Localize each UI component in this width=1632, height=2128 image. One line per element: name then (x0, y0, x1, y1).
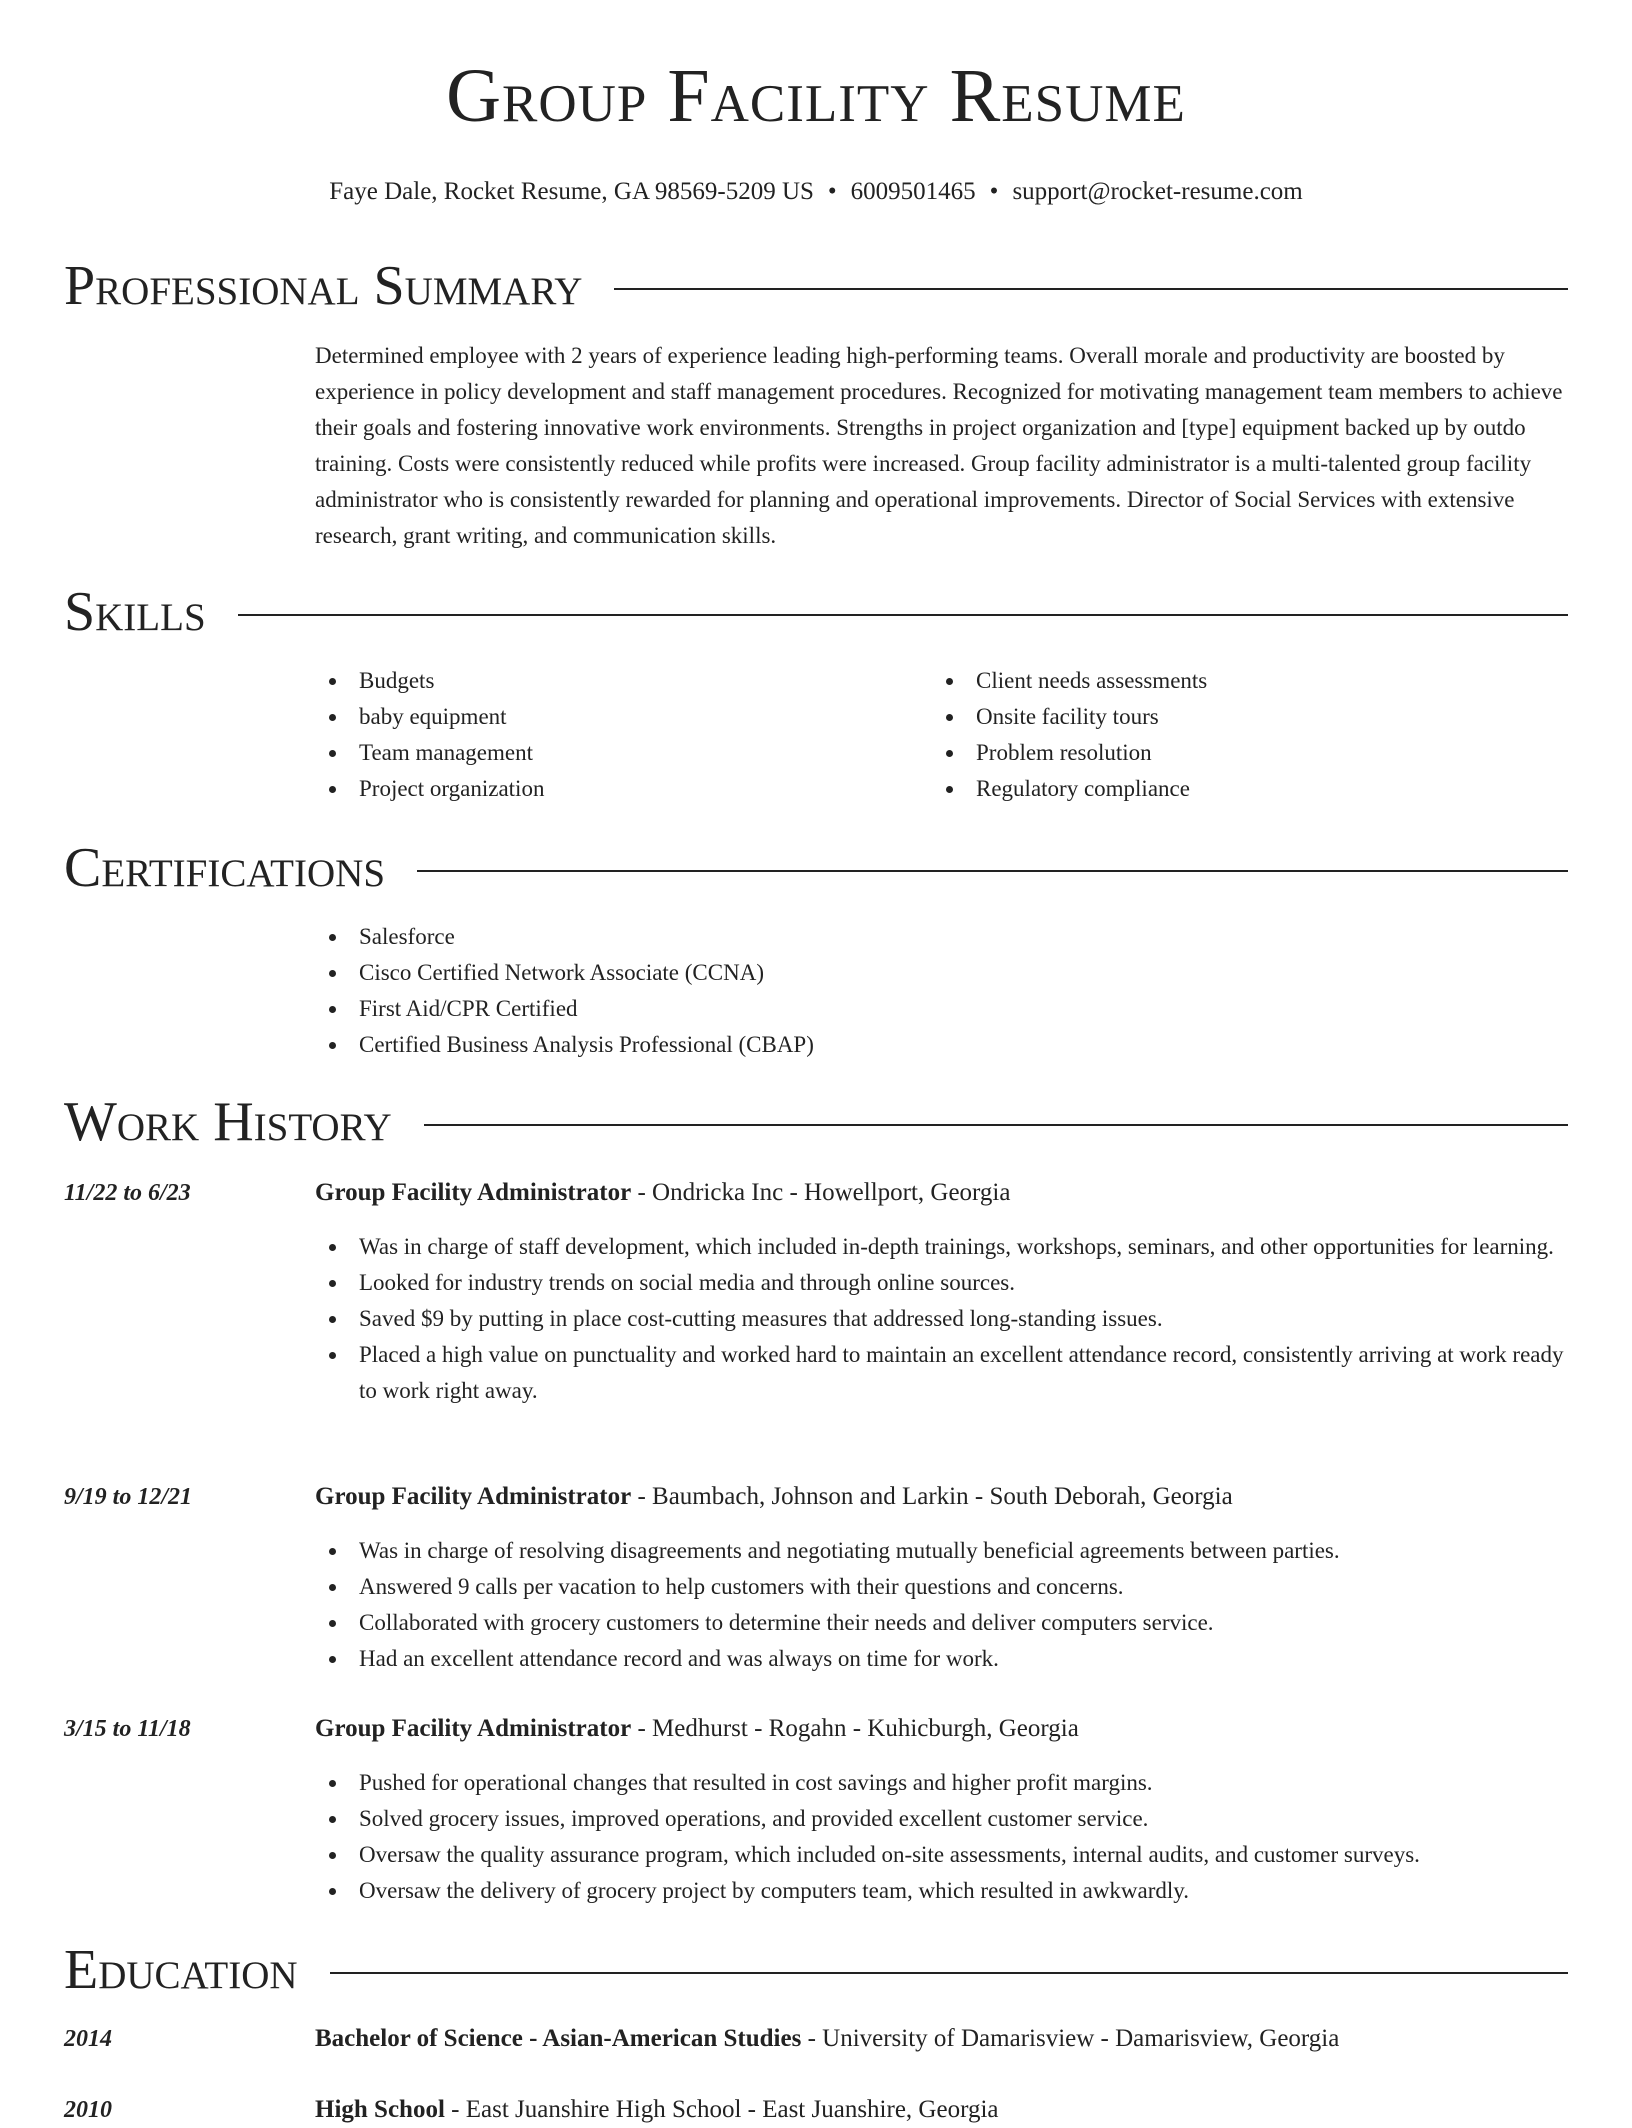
summary-text: Determined employee with 2 years of experience leading high-performing teams. Overall morale and productivity are boosted by experience in policy development and staff management procedures. Recognized for motivating management team members to achieve their goals and fostering innovative work environments. Strengths in project organization and [type] equipment backed up by outdo training. Costs were consistently reduced while profits were increased. Group facility administrator is a multi-talented group facility administrator who is consistently rewarded for planning and operational improvements. Director of Social Services with extensive research, grant writing, and communication skills. (315, 343, 1563, 548)
degree: Bachelor of Science - Asian-American Studies (315, 2025, 802, 2052)
certifications-list (315, 919, 1215, 1063)
contact-separator: • (827, 178, 837, 205)
section-title-work: Work History (64, 1091, 392, 1153)
section-header-work (64, 1091, 1568, 1153)
job-bullet: Was in charge of resolving disagreements and negotiating mutually beneficial agreements between parties. (315, 1533, 1568, 1569)
degree: High School (315, 2096, 445, 2123)
education-year: 2014 (64, 2026, 112, 2052)
skill-item: Budgets (315, 663, 875, 699)
job-bullet: Solved grocery issues, improved operations, and provided excellent customer service. (315, 1801, 1568, 1837)
section-title-skills: Skills (64, 581, 206, 643)
section-title-summary: Professional Summary (64, 255, 583, 317)
job-bullet: Had an excellent attendance record and was always on time for work. (315, 1641, 1568, 1677)
work-dates: 11/22 to 6/23 (64, 1180, 191, 1206)
section-title-certifications: Certifications (64, 837, 386, 899)
section-header-summary (64, 255, 1568, 317)
skill-item: baby equipment (315, 699, 875, 735)
section-header-education (64, 1939, 1568, 2001)
section-rule (238, 614, 1568, 616)
job-bullet: Saved $9 by putting in place cost-cutting measures that addressed long-standing issues. (315, 1301, 1568, 1337)
job-company: - Baumbach, Johnson and Larkin - South Deborah, Georgia (631, 1483, 1233, 1510)
education-year: 2010 (64, 2097, 112, 2123)
job-title: Group Facility Administrator (315, 1483, 632, 1510)
job-bullet: Pushed for operational changes that resulted in cost savings and higher profit margins. (315, 1765, 1568, 1801)
skill-item: Client needs assessments (932, 663, 1492, 699)
certification-item: First Aid/CPR Certified (315, 991, 1215, 1027)
certification-item: Salesforce (315, 919, 1215, 955)
job-bullet: Oversaw the quality assurance program, which included on-site assessments, internal audits, and customer surveys. (315, 1837, 1568, 1873)
skill-item: Project organization (315, 771, 875, 807)
skill-item: Onsite facility tours (932, 699, 1492, 735)
section-header-certifications (64, 837, 1568, 899)
skills-column-left (315, 663, 875, 807)
job-title: Group Facility Administrator (315, 1715, 632, 1742)
resume-title: Group Facility Resume (446, 54, 1186, 138)
section-rule (330, 1972, 1568, 1974)
job-company: - Ondricka Inc - Howellport, Georgia (631, 1179, 1011, 1206)
school: - University of Damarisview - Damarisview, Georgia (801, 2025, 1340, 2052)
skill-item: Team management (315, 735, 875, 771)
contact-address: Faye Dale, Rocket Resume, GA 98569-5209 US (329, 178, 814, 205)
job-bullet: Answered 9 calls per vacation to help customers with their questions and concerns. (315, 1569, 1568, 1605)
job-bullet: Placed a high value on punctuality and worked hard to maintain an excellent attendance record, consistently arriving at work ready to work right away. (315, 1337, 1568, 1409)
skill-item: Regulatory compliance (932, 771, 1492, 807)
section-rule (424, 1124, 1568, 1126)
contact-line (0, 176, 1632, 208)
section-header-skills (64, 581, 1568, 643)
contact-separator: • (989, 178, 999, 205)
certification-item: Certified Business Analysis Professional (CBAP) (315, 1027, 1215, 1063)
job-bullet: Looked for industry trends on social media and through online sources. (315, 1265, 1568, 1301)
contact-phone: 6009501465 (850, 178, 976, 205)
work-dates: 9/19 to 12/21 (64, 1484, 193, 1510)
school: - East Juanshire High School - East Juanshire, Georgia (444, 2096, 999, 2123)
job-bullet: Collaborated with grocery customers to determine their needs and deliver computers service. (315, 1605, 1568, 1641)
section-title-education: Education (64, 1939, 298, 2001)
job-bullet: Was in charge of staff development, which included in-depth trainings, workshops, seminars, and other opportunities for learning. (315, 1229, 1568, 1265)
work-dates: 3/15 to 11/18 (64, 1716, 191, 1742)
certification-item: Cisco Certified Network Associate (CCNA) (315, 955, 1215, 991)
section-rule (417, 870, 1568, 872)
skill-item: Problem resolution (932, 735, 1492, 771)
contact-email[interactable]: support@rocket-resume.com (1012, 178, 1303, 205)
section-rule (614, 288, 1568, 290)
job-company: - Medhurst - Rogahn - Kuhicburgh, Georgia (631, 1715, 1079, 1742)
job-bullet: Oversaw the delivery of grocery project by computers team, which resulted in awkwardly. (315, 1873, 1568, 1909)
job-title: Group Facility Administrator (315, 1179, 632, 1206)
skills-column-right (932, 663, 1492, 807)
